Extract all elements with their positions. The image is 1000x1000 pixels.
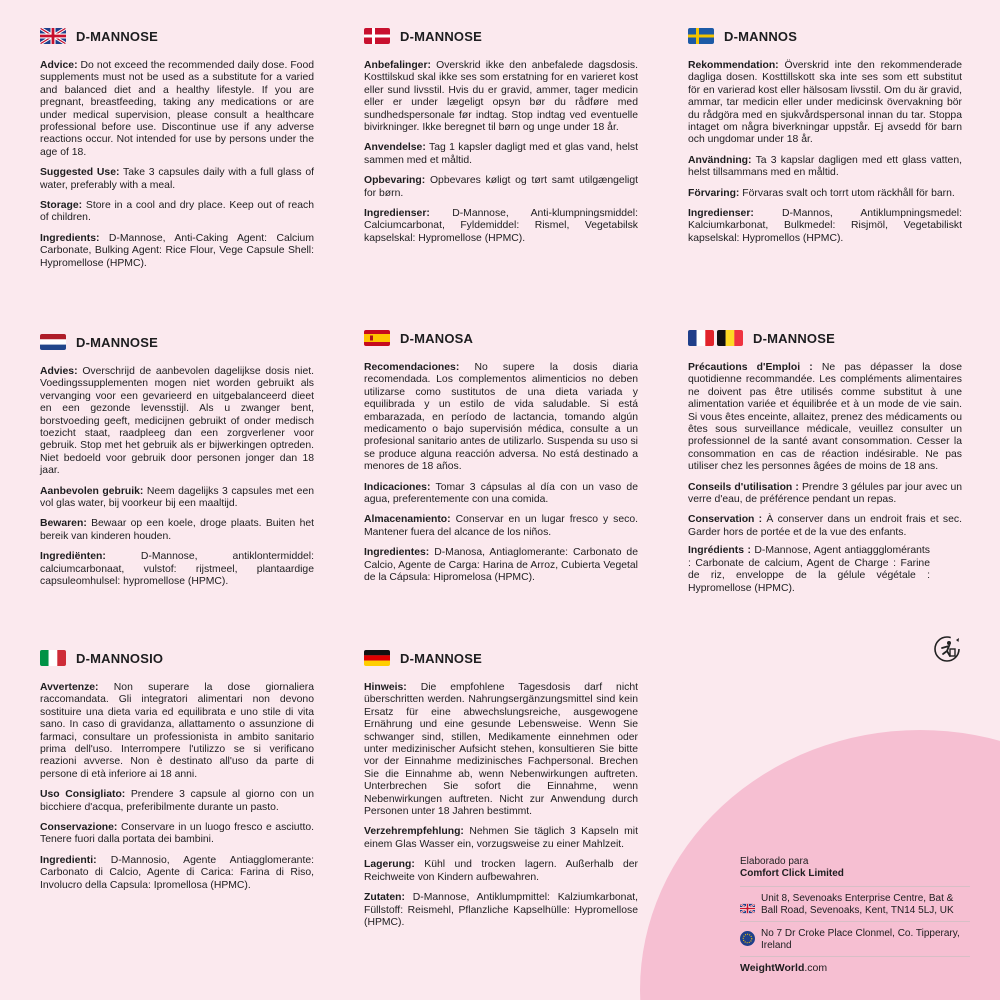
germany-flag-icon — [364, 650, 390, 666]
usage-text: Indicaciones: Tomar 3 cápsulas al día con un vaso de agua, preferentemente con una comida. — [364, 481, 638, 506]
section-header — [364, 26, 638, 46]
usage-text: Verzehrempfehlung: Nehmen Sie täglich 3 Kapseln mit einem Glas Wasser ein, vorzugsweise zu einer Mahlzeit. — [364, 826, 638, 850]
denmark-flag-icon — [364, 28, 390, 44]
storage-text: Opbevaring: Opbevares køligt og tørt samt utilgængeligt for børn. — [364, 175, 638, 199]
uk-flag-icon — [40, 28, 66, 44]
usage-text: Uso Consigliato: Prendere 3 capsule al giorno con un bicchiere d'acqua, preferibilmente durante un pasto. — [40, 789, 314, 813]
section-header — [364, 328, 638, 348]
section-german — [364, 648, 638, 937]
storage-text: Förvaring: Förvaras svalt och torrt utom räckhåll för barn. — [688, 187, 955, 199]
section-dutch — [40, 332, 314, 597]
section-swedish — [688, 26, 962, 253]
ingredients-text: Ingredientes: D-Manosa, Antiaglomerante: Carbonato de Calcio, Agente de Carga: Harina de Arroz, Cubierta Vegetal de la Cápsula: Hipromelosa (HPMC). — [364, 547, 638, 584]
storage-text: Almacenamiento: Conservar en un lugar fresco y seco. Mantener fuera del alcance de los niños. — [364, 514, 639, 538]
belgium-flag-icon — [717, 330, 743, 346]
section-title: D-MANNOSE — [753, 330, 835, 346]
ingredients-text: Ingrediënten: D-Mannose, antiklontermiddel: calciumcarbonaat, vulstof: rijstmeel, plantaardige capsuleomhulsel: hypromellose (HPMC). — [40, 551, 314, 588]
usage-text: Anvendelse: Tag 1 kapsler dagligt med et glas vand, helst sammen med et måltid. — [364, 142, 639, 166]
advice-text: Advice: Do not exceed the recommended daily dose. Food supplements must not be used as a substitute for a varied and balanced diet and a healthy lifestyle. If you are pregnant, breastfeeding, taking any medications or are under medical supervision, please consult a healthcare professional before use. Discontinue use if any adverse reactions occur. Not intended for use by persons under the age of 18. — [40, 60, 315, 158]
uk-flag-icon — [740, 901, 755, 916]
section-header — [364, 648, 638, 668]
section-italian — [40, 648, 314, 900]
eu-address-row — [740, 921, 970, 956]
section-title: D-MANNOSE — [400, 650, 482, 666]
section-title: D-MANNOSIO — [76, 650, 164, 666]
ingredients-text: Zutaten: D-Mannose, Antiklumpmittel: Kalziumkarbonat, Füllstoff: Reismehl, Pflanzliche Kapselhülle: Hypromellose (HPMC). — [364, 892, 638, 928]
ingredients-text: Ingredienti: D-Mannosio, Agente Antiagglomerante: Carbonato di Calcio, Agente di Carica: Farina di Riso, Involucro della Capsula: Ipromellosa (HPMC). — [40, 854, 315, 891]
section-title: D-MANNOSE — [76, 334, 158, 350]
section-header — [688, 26, 962, 46]
spain-flag-icon — [364, 330, 390, 346]
advice-text: Avvertenze: Non superare la dose giornaliera raccomandata. Gli integratori alimentari non devono sostituire una dieta varia ed equilibrata e uno stile di vita sano. In caso di gravidanza, allattamento o assunzione di farmaci, consultare un professionista in ambito sanitario prima dell'uso. Interrompere l'utilizzo se si verificano reazioni avverse. Non è destinato all'uso da parte di persone di età inferiore ai 18 anni. — [40, 682, 314, 780]
section-header — [40, 648, 314, 668]
section-title: D-MANOSA — [400, 330, 474, 346]
italy-flag-icon — [40, 650, 66, 666]
section-title: D-MANNOS — [724, 28, 798, 44]
brand-website[interactable]: WeightWorld.com — [740, 956, 970, 974]
eu-address: No 7 Dr Croke Place Clonmel, Co. Tipperary, Ireland — [761, 928, 960, 951]
ingredients-text: Ingrédients : D-Mannose, Agent antiaggglomérants : Carbonate de calcium, Agent de Charge : Farine de riz, enveloppe de la gélule végétale : Hypromellose (HPMC). — [688, 545, 930, 594]
storage-text: Conservazione: Conservare in un luogo fresco e asciutto. Tenere fuori dalla portata dei bambini. — [40, 822, 315, 846]
france-flag-icon — [688, 330, 714, 346]
storage-text: Lagerung: Kühl und trocken lagern. Außerhalb der Reichweite von Kindern aufbewahren. — [364, 859, 639, 883]
storage-text: Bewaren: Bewaar op een koele, droge plaats. Buiten het bereik van kinderen houden. — [40, 518, 315, 542]
section-english — [40, 26, 314, 278]
section-title: D-MANNOSE — [400, 28, 482, 44]
made-for-label: Elaborado para — [740, 856, 809, 867]
section-header — [40, 332, 314, 352]
section-header — [688, 328, 962, 348]
advice-text: Précautions d'Emploi : Ne pas dépasser la dose quotidienne recommandée. Les compléments alimentaires ne doivent pas être utilisés comme substitut à une alimentation variée et équilibrée et à un mode de vie sain. Si vous êtes enceinte, allaitez, prenez des médicaments ou êtes sous surveillance médicale, veuillez consulter un professionnel de la santé avant consommation. Cesser la consommation en cas de réaction indésirable. Ne pas utiliser chez les personnes âgées de moins de 18 ans. — [688, 362, 962, 473]
sweden-flag-icon — [688, 28, 714, 44]
usage-text: Conseils d'utilisation : Prendre 3 gélules par jour avec un verre d'eau, de préférence pendant un repas. — [688, 481, 962, 506]
ingredients-text: Ingredienser: D-Mannose, Anti-klumpningsmiddel: Calciumcarbonat, Fyldemiddel: Rismel, Vegetabilsk kapselskal: Hypromellose (HPMC). — [364, 208, 639, 244]
usage-text: Användning: Ta 3 kapslar dagligen med ett glass vatten, helst tillsammans med en måltid. — [688, 154, 962, 179]
usage-text: Suggested Use: Take 3 capsules daily with a full glass of water, preferably with a meal. — [40, 167, 314, 191]
usage-text: Aanbevolen gebruik: Neem dagelijks 3 capsules met een vol glas water, bij voorkeur bij een maaltijd. — [40, 485, 315, 510]
advice-text: Advies: Overschrijd de aanbevolen dagelijkse dosis niet. Voedingssupplementen mogen niet worden gebruikt als vervanging voor een gevarieerd en uitgebalanceerd dieet en een gezonde levensstijl. Als u zwanger bent, borstvoeding geeft, medicijnen gebruikt of onder medisch toezicht staat, raadpleeg dan een zorgverlener voor gebruik. Stop met het gebruik als er bijwerkingen optreden. Niet bedoeld voor gebruik door personen jonger dan 18 jaar. — [40, 366, 315, 477]
section-spanish — [364, 328, 638, 593]
manufacturer-info — [740, 856, 970, 974]
section-title: D-MANNOSE — [76, 28, 158, 44]
company-name: Comfort Click Limited — [740, 868, 844, 879]
uk-address: Unit 8, Sevenoaks Enterprise Centre, Bat & Ball Road, Sevenoaks, Kent, TN14 5LJ, UK — [761, 893, 954, 916]
advice-text: Rekommendation: Överskrid inte den rekommenderade dagliga dosen. Kosttillskott ska inte ses som ett substitut för en varierad kost eller hälsosam livsstil. Om du är gravid, ammar, tar medicin eller under medicinsk övervakning bör du rådgöra med en sjukvårdspersonal innan du tar. Stoppa intaget om några biverkningar uppstår. Ej avsedd för barn och ungdomar under 18 år. — [688, 60, 963, 146]
storage-text: Storage: Store in a cool and dry place. Keep out of reach of children. — [40, 200, 314, 224]
uk-address-row — [740, 886, 970, 921]
advice-text: Recomendaciones: No supere la dosis diaria recomendada. Los complementos alimenticios no deben utilizarse como sustitutos de una dieta variada y equilibrada y un estilo de vida saludable. Si está embarazada, en período de lactancia, tomando algún medicamento o bajo supervisión médica, consulte a un profesional sanitario antes de utilizarlo. Suspenda su uso si se produce alguna reacción adversa. No está destinado a menores de 18 años. — [364, 362, 639, 473]
advice-text: Anbefalinger: Overskrid ikke den anbefalede dagsdosis. Kosttilskud skal ikke ses som erstatning for en varieret kost eller sund livsstil. Hvis du er gravid, ammer, tager medicin eller er under lægeligt opsyn bør du rådføre med sundhedspersonale før indtag. Stop indtag ved eventuelle bivirkninger. Ikke beregnet til børn og unge under 18 år. — [364, 60, 639, 134]
ingredients-text: Ingredienser: D-Mannos, Antiklumpningsmedel: Kalciumkarbonat, Bulkmedel: Risjmöl, Vegetabiliskt kapselskal: Hypromellos (HPMC). — [688, 208, 962, 244]
section-french — [688, 328, 962, 603]
eu-flag-icon — [740, 931, 755, 946]
netherlands-flag-icon — [40, 334, 66, 350]
section-danish — [364, 26, 638, 253]
advice-text: Hinweis: Die empfohlene Tagesdosis darf nicht überschritten werden. Nahrungsergänzungsmittel sind kein Ersatz für eine abwechslungsreiche, ausgewogene Ernährung und eine gesunde Lebensweise. Wenn Sie schwanger sind, stillen, Medikamente einnehmen oder unter medizinischer Aufsicht stehen, konsultieren Sie bitte vor der Einnahme medizinisches Fachpersonal. Brechen Sie die Einnahme ab, wenn Nebenwirkungen auftreten. Unterbrechen Sie sofort die Einnahme, wenn Nebenwirkungen auftreten. Nicht zur Anwendung durch Personen unter 18 Jahren bestimmt. — [364, 682, 639, 818]
storage-text: Conservation : À conserver dans un endroit frais et sec. Garder hors de portée et de la vue des enfants. — [688, 514, 962, 538]
recycle-person-icon — [932, 634, 962, 664]
section-header — [40, 26, 314, 46]
ingredients-text: Ingredients: D-Mannose, Anti-Caking Agent: Calcium Carbonate, Bulking Agent: Rice Flour, Vege Capsule Shell: Hypromellose (HPMC). — [40, 232, 314, 269]
